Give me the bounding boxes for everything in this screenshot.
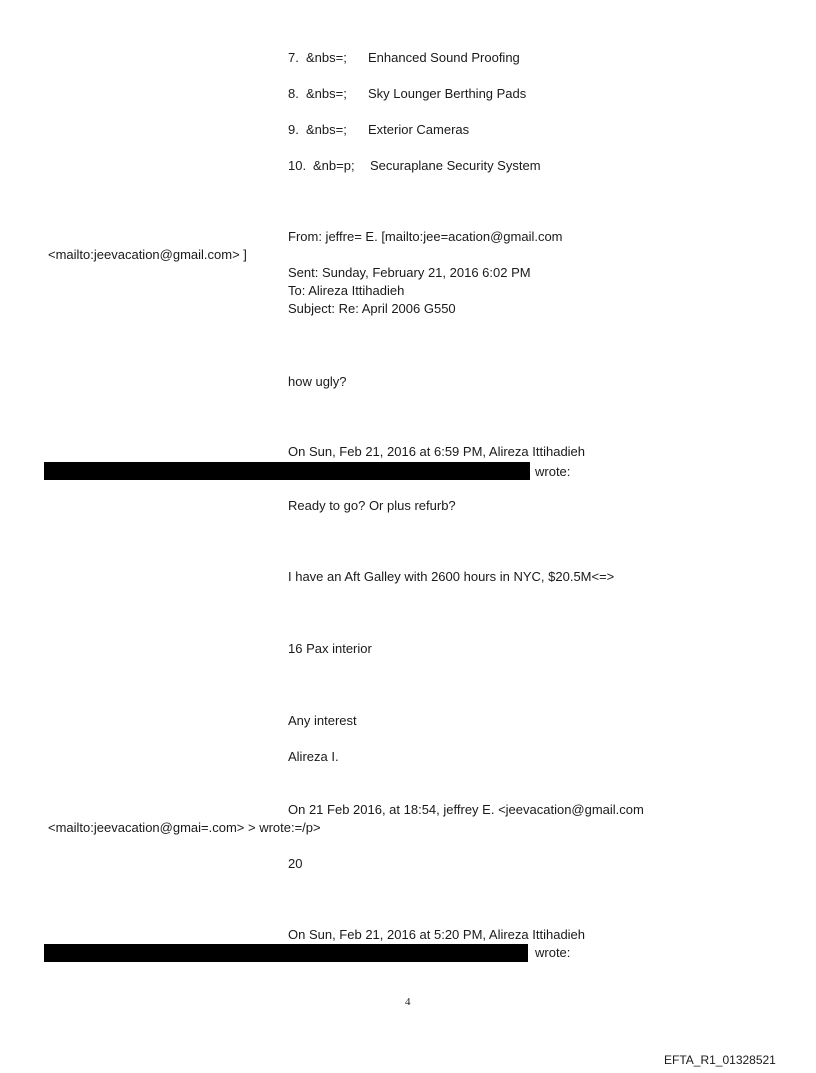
list-number: 9. [288, 122, 299, 137]
list-text: Enhanced Sound Proofing [368, 50, 520, 65]
redaction-bar [44, 944, 528, 962]
list-entity: &nb=p; [313, 158, 355, 173]
list-item [288, 122, 469, 137]
quote-header: On Sun, Feb 21, 2016 at 5:20 PM, Alireza Ittihadieh [288, 927, 586, 942]
list-item [288, 86, 526, 101]
list-number: 10. [288, 158, 307, 173]
list-item [288, 158, 541, 173]
quote-header: On 21 Feb 2016, at 18:54, jeffrey E. <jeevacation@gmail.com [288, 802, 644, 817]
list-number: 8. [288, 86, 299, 101]
quote-wrote: wrote: [535, 945, 571, 960]
document-id: EFTA_R1_01328521 [664, 1053, 776, 1067]
list-entity: &nbs=; [306, 50, 347, 65]
page-number: 4 [405, 996, 411, 1008]
redaction-bar [44, 462, 530, 480]
message-text: how ugly? [288, 374, 347, 389]
message-text: Ready to go? Or plus refurb? [288, 498, 456, 513]
list-entity: &nbs=; [306, 86, 347, 101]
quote-wrote: wrote: [535, 464, 571, 479]
message-text: I have an Aft Galley with 2600 hours in NYC, $20.5M<=> [288, 569, 615, 584]
message-text: 16 Pax interior [288, 641, 372, 656]
quote-header-continuation: <mailto:jeevacation@gmai=.com> > wrote:=/p> [48, 820, 321, 835]
list-text: Securaplane Security System [370, 158, 541, 173]
email-sent: Sent: Sunday, February 21, 2016 6:02 PM [288, 265, 531, 280]
email-from: From: jeffre= E. [mailto:jee=acation@gmail.com [288, 229, 563, 244]
list-entity: &nbs=; [306, 122, 347, 137]
signature: Alireza I. [288, 749, 339, 764]
email-to: To: Alireza Ittihadieh [288, 283, 405, 298]
message-text: Any interest [288, 713, 357, 728]
list-number: 7. [288, 50, 299, 65]
list-text: Sky Lounger Berthing Pads [368, 86, 527, 101]
quote-header: On Sun, Feb 21, 2016 at 6:59 PM, Alireza Ittihadieh [288, 444, 586, 459]
list-text: Exterior Cameras [368, 122, 470, 137]
message-text: 20 [288, 856, 303, 871]
email-from-continuation: <mailto:jeevacation@gmail.com> ] [48, 247, 247, 262]
email-subject: Subject: Re: April 2006 G550 [288, 301, 456, 316]
list-item [288, 50, 520, 65]
